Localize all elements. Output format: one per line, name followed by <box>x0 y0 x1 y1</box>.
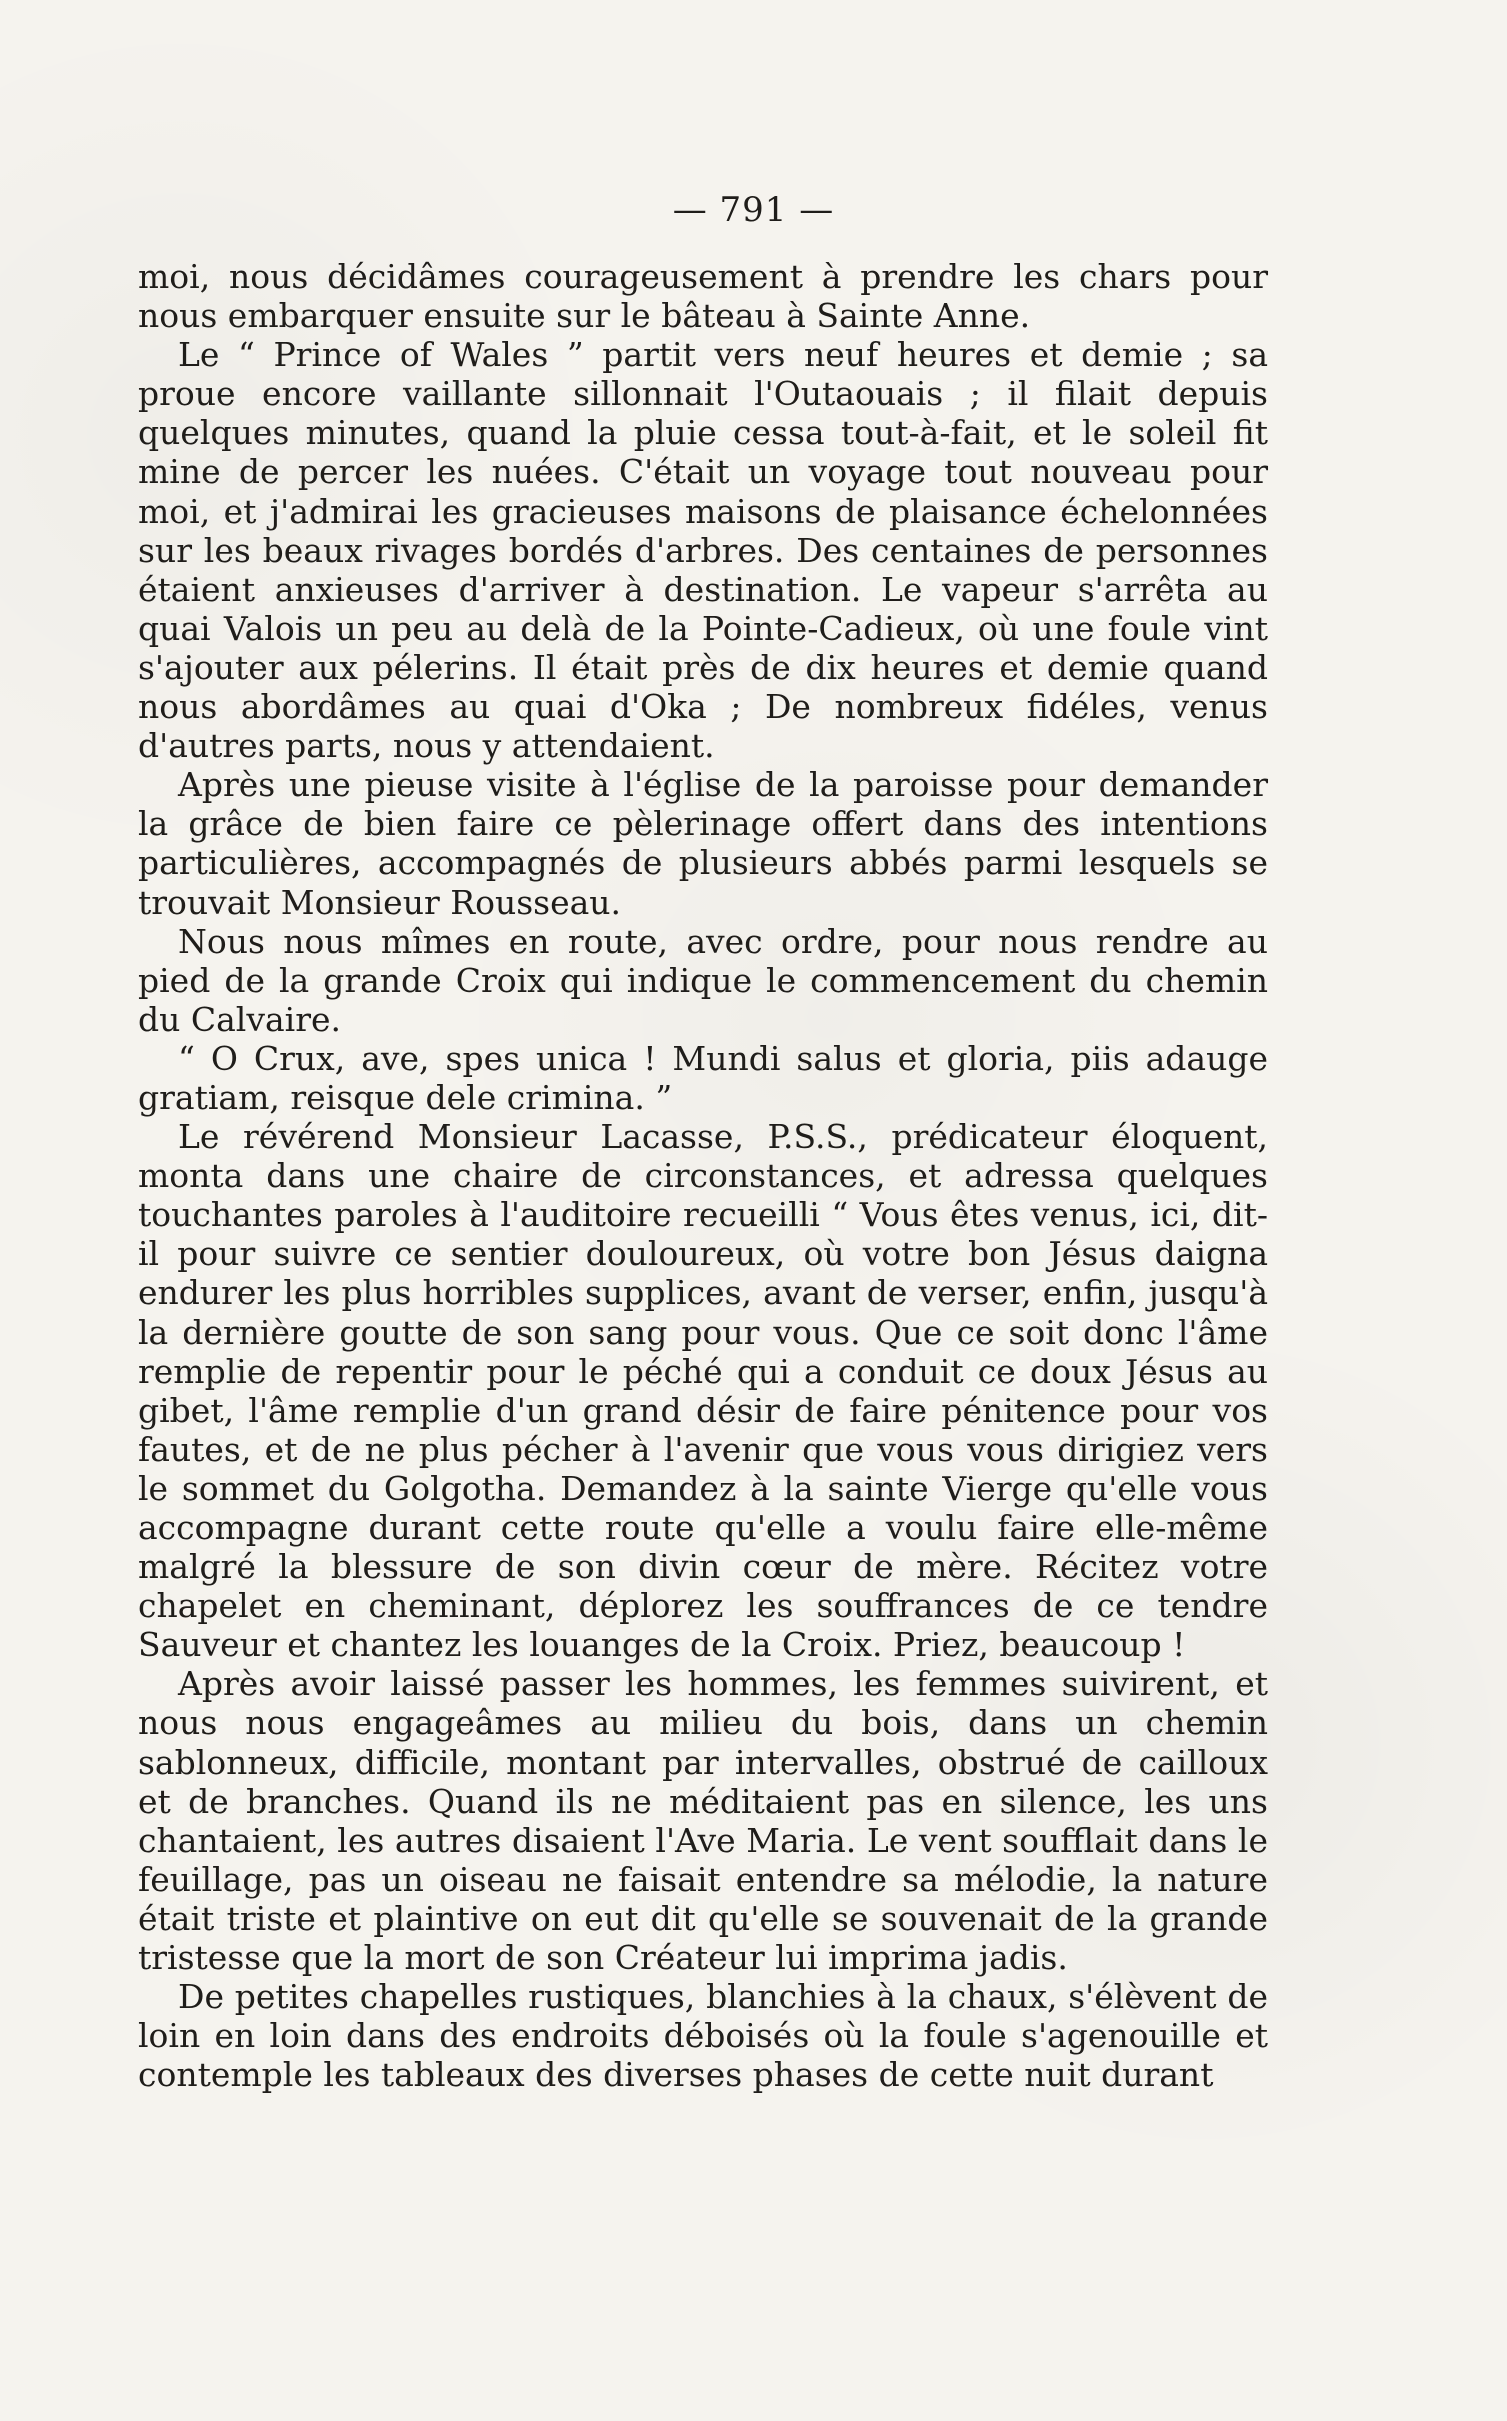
page-number: — 791 — <box>672 190 835 230</box>
paragraph: moi, nous décidâmes courageusement à prendre les chars pour nous embarquer ensuite sur le bâteau à Sainte Anne. <box>138 257 1268 336</box>
paragraph: Nous nous mîmes en route, avec ordre, pour nous rendre au pied de la grande Croix qui indique le commencement du chemin du Calvaire. <box>138 921 1268 1039</box>
paragraph: Le “ Prince of Wales ” partit vers neuf heures et demie ; sa proue encore vaillante sillonnait l'Outaouais ; il filait depuis quelques minutes, quand la pluie cessa tout-à-fait, et le soleil fit mine de percer les nuées. C'était un voyage tout nouveau pour moi, et j'admirai les gracieuses maisons de plaisance échelonnées sur les beaux rivages bordés d'arbres. Des centaines de personnes étaient anxieuses d'arriver à destination. Le vapeur s'arrêta au quai Valois un peu au delà de la Pointe-Cadieux, où une foule vint s'ajouter aux pélerins. Il était près de dix heures et demie quand nous abordâmes au quai d'Oka ; De nombreux fidéles, venus d'autres parts, nous y attendaient. <box>138 335 1268 766</box>
page-text <box>138 257 1268 2094</box>
paragraph: Après avoir laissé passer les hommes, les femmes suivirent, et nous nous engageâmes au milieu du bois, dans un chemin sablonneux, difficile, montant par intervalles, obstrué de cailloux et de branches. Quand ils ne méditaient pas en silence, les uns chantaient, les autres disaient l'Ave Maria. Le vent soufflait dans le feuillage, pas un oiseau ne faisait entendre sa mélodie, la nature était triste et plaintive on eut dit qu'elle se souvenait de la grande tristesse que la mort de son Créateur lui imprima jadis. <box>138 1664 1268 1978</box>
paragraph: “ O Crux, ave, spes unica ! Mundi salus et gloria, piis adauge gratiam, reisque dele crimina. ” <box>138 1038 1268 1117</box>
paragraph: Après une pieuse visite à l'église de la paroisse pour demander la grâce de bien faire ce pèlerinage offert dans des intentions particulières, accompagnés de plusieurs abbés parmi lesquels se trouvait Monsieur Rousseau. <box>138 765 1268 922</box>
paragraph: Le révérend Monsieur Lacasse, P.S.S., prédicateur éloquent, monta dans une chaire de circonstances, et adressa quelques touchantes paroles à l'auditoire recueilli “ Vous êtes venus, ici, dit-il pour suivre ce sentier douloureux, où votre bon Jésus daigna endurer les plus horribles supplices, avant de verser, enfin, jusqu'à la dernière goutte de son sang pour vous. Que ce soit donc l'âme remplie de repentir pour le péché qui a conduit ce doux Jésus au gibet, l'âme remplie d'un grand désir de faire pénitence pour vos fautes, et de ne plus pécher à l'avenir que vous vous dirigiez vers le sommet du Golgotha. Demandez à la sainte Vierge qu'elle vous accompagne durant cette route qu'elle a voulu faire elle-même malgré la blessure de son divin cœur de mère. Récitez votre chapelet en cheminant, déplorez les souffrances de ce tendre Sauveur et chantez les louanges de la Croix. Priez, beaucoup ! <box>138 1117 1268 1665</box>
paragraph: De petites chapelles rustiques, blanchies à la chaux, s'élèvent de loin en loin dans des endroits déboisés où la foule s'agenouille et contemple les tableaux des diverses phases de cette nuit durant <box>138 1977 1268 2095</box>
